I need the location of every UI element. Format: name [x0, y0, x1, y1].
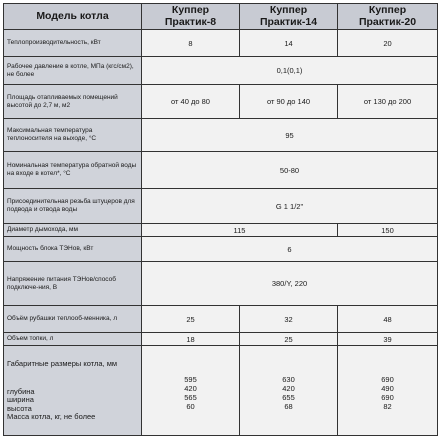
header-model-8: Куппер Практик-8 [142, 4, 240, 30]
dims-width-14: 420 [282, 383, 295, 393]
dims-title: Габаритные размеры котла, мм [7, 358, 118, 368]
value-firebox-20: 39 [338, 333, 438, 346]
dims-height-14: 655 [282, 392, 295, 402]
label-thread: Присоединительная резьба штуцеров для подвода и отвода воды [4, 189, 142, 224]
row-dimensions [4, 346, 438, 436]
label-return-temp: Номинальная температура обратной воды на входе в котел*, °С [4, 152, 142, 189]
value-jacket-14: 32 [240, 306, 338, 333]
row-firebox [4, 333, 438, 346]
value-power-8: 8 [142, 30, 240, 57]
row-thread [4, 189, 438, 224]
header-row [4, 4, 438, 30]
value-flue-8-14: 115 [142, 224, 338, 237]
dims-depth-8: 595 [184, 374, 197, 384]
dims-mass-20: 82 [383, 401, 392, 411]
value-area-20: от 130 до 200 [338, 85, 438, 119]
label-max-temp: Максимальная температура теплоносителя на выходе, °С [4, 119, 142, 152]
value-voltage: 380/Y, 220 [142, 262, 438, 306]
dims-width-20: 490 [381, 383, 394, 393]
row-power [4, 30, 438, 57]
value-jacket-8: 25 [142, 306, 240, 333]
label-firebox: Объем топки, л [4, 333, 142, 346]
dims-mass-8: 60 [186, 401, 195, 411]
dims-height-20: 690 [381, 392, 394, 402]
value-jacket-20: 48 [338, 306, 438, 333]
value-max-temp: 95 [142, 119, 438, 152]
row-area [4, 85, 438, 119]
dims-depth-label: глубина [7, 386, 35, 396]
row-flue [4, 224, 438, 237]
dims-width-label: ширина [7, 395, 34, 405]
value-area-14: от 90 до 140 [240, 85, 338, 119]
label-dimensions [4, 346, 142, 436]
value-teh-power: 6 [142, 237, 438, 262]
label-jacket: Объём рубашки теплооб-менника, л [4, 306, 142, 333]
label-voltage: Напряжение питания ТЭНов/способ подключе-ния, В [4, 262, 142, 306]
row-voltage [4, 262, 438, 306]
value-firebox-8: 18 [142, 333, 240, 346]
dims-values-8 [142, 346, 240, 436]
dims-height-8: 565 [184, 392, 197, 402]
label-pressure: Рабочее давление в котле, МПа (кгс/см2), не более [4, 57, 142, 85]
value-firebox-14: 25 [240, 333, 338, 346]
label-teh-power: Мощность блока ТЭНов, кВт [4, 237, 142, 262]
value-flue-20: 150 [338, 224, 438, 237]
dims-mass-14: 68 [284, 401, 293, 411]
value-thread: G 1 1/2" [142, 189, 438, 224]
value-power-20: 20 [338, 30, 438, 57]
value-return-temp: 50-80 [142, 152, 438, 189]
value-pressure: 0,1(0,1) [142, 57, 438, 85]
row-max-temp [4, 119, 438, 152]
value-area-8: от 40 до 80 [142, 85, 240, 119]
row-teh-power [4, 237, 438, 262]
row-jacket [4, 306, 438, 333]
row-return-temp [4, 152, 438, 189]
dims-depth-20: 690 [381, 374, 394, 384]
header-model-14: Куппер Практик-14 [240, 4, 338, 30]
dims-height-label: высота [7, 403, 32, 413]
label-flue: Диаметр дымохода, мм [4, 224, 142, 237]
header-model-20: Куппер Практик-20 [338, 4, 438, 30]
value-power-14: 14 [240, 30, 338, 57]
dims-mass-label: Масса котла, кг, не более [7, 411, 96, 421]
dims-width-8: 420 [184, 383, 197, 393]
row-pressure [4, 57, 438, 85]
dims-values-20 [338, 346, 438, 436]
dims-values-14 [240, 346, 338, 436]
label-power: Теплопроизводительность, кВт [4, 30, 142, 57]
header-model: Модель котла [4, 4, 142, 30]
dims-depth-14: 630 [282, 374, 295, 384]
label-area: Площадь отапливаемых помещений высотой до 2,7 м, м2 [4, 85, 142, 119]
boiler-spec-table [3, 3, 438, 436]
